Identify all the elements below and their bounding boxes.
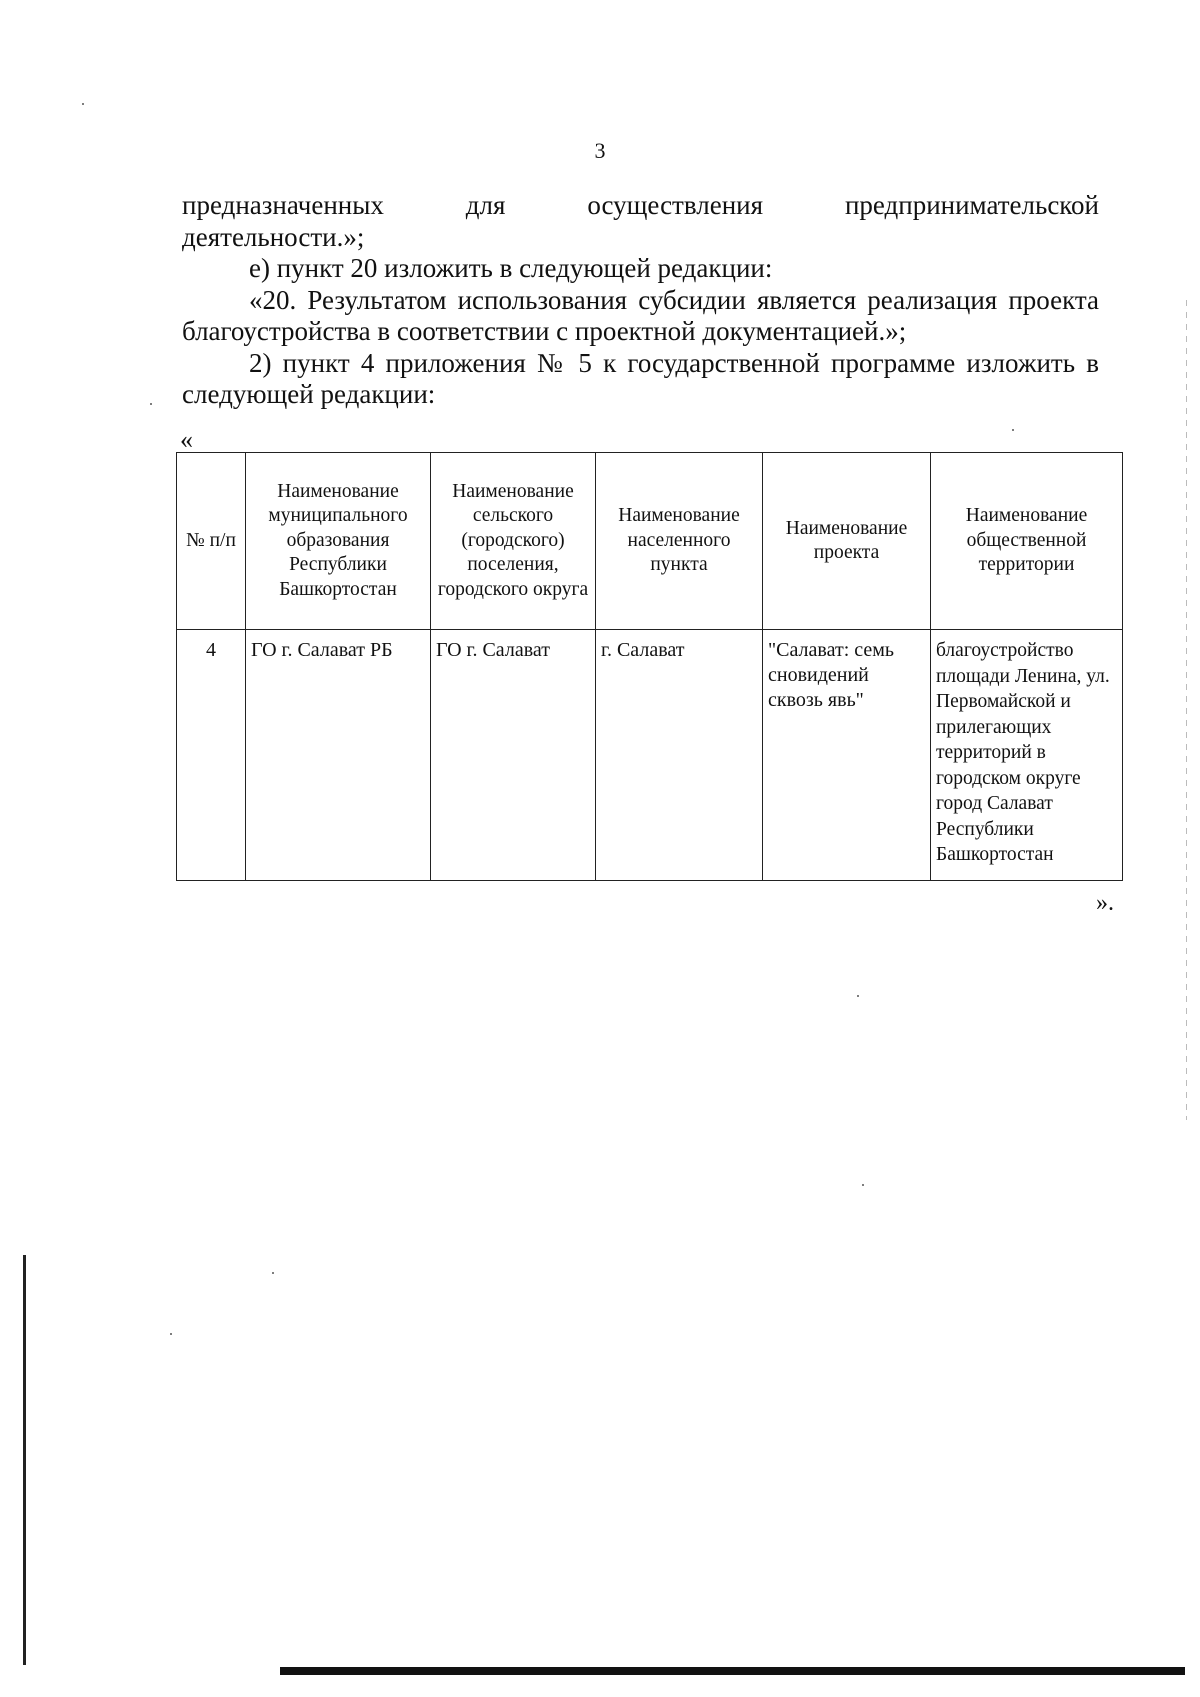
scan-speck bbox=[170, 1333, 172, 1335]
cell-project: "Салават: семь сновидений сквозь явь" bbox=[763, 630, 931, 881]
scan-speck bbox=[857, 995, 859, 997]
header-locality: Наименование населенного пункта bbox=[596, 453, 763, 630]
cell-number: 4 bbox=[177, 630, 246, 881]
scan-bar-bottom bbox=[280, 1667, 1185, 1675]
scan-edge-right bbox=[1186, 300, 1187, 1120]
cell-locality: г. Салават bbox=[596, 630, 763, 881]
scan-speck bbox=[82, 103, 84, 105]
table-header-row bbox=[177, 453, 1123, 630]
paragraph-2: е) пункт 20 изложить в следующей редакции: bbox=[249, 253, 773, 283]
header-settlement: Наименование сельского (городского) поселения, городского округа bbox=[431, 453, 596, 630]
body-text bbox=[182, 190, 1099, 411]
table-row bbox=[177, 630, 1123, 881]
open-quote: « bbox=[180, 425, 193, 454]
header-municipality: Наименование муниципального образования Республики Башкортостан bbox=[246, 453, 431, 630]
scan-edge-left bbox=[23, 1255, 26, 1665]
cell-settlement: ГО г. Салават bbox=[431, 630, 596, 881]
header-territory: Наименование общественной территории bbox=[931, 453, 1123, 630]
paragraph-4: 2) пункт 4 приложения № 5 к государственной программе изложить в следующей редакции: bbox=[182, 347, 1099, 409]
scan-speck bbox=[1012, 429, 1014, 431]
close-quote: ». bbox=[1096, 890, 1114, 916]
scan-speck bbox=[150, 403, 152, 405]
paragraph-1-end: деятельности.»; bbox=[182, 221, 365, 252]
header-project: Наименование проекта bbox=[763, 453, 931, 630]
header-number: № п/п bbox=[177, 453, 246, 630]
paragraph-1: предназначенных для осуществления предпринимательской bbox=[182, 190, 1099, 220]
paragraph-3: «20. Результатом использования субсидии является реализация проекта благоустройства в соответствии с проектной документацией.»; bbox=[182, 284, 1099, 346]
scan-speck bbox=[862, 1184, 864, 1186]
page-number: 3 bbox=[594, 138, 606, 163]
territory-table bbox=[176, 452, 1123, 881]
cell-municipality: ГО г. Салават РБ bbox=[246, 630, 431, 881]
scan-speck bbox=[272, 1272, 274, 1274]
cell-territory: благоустройство площади Ленина, ул. Первомайской и прилегающих территорий в городском округе город Салават Республики Башкортостан bbox=[931, 630, 1123, 881]
